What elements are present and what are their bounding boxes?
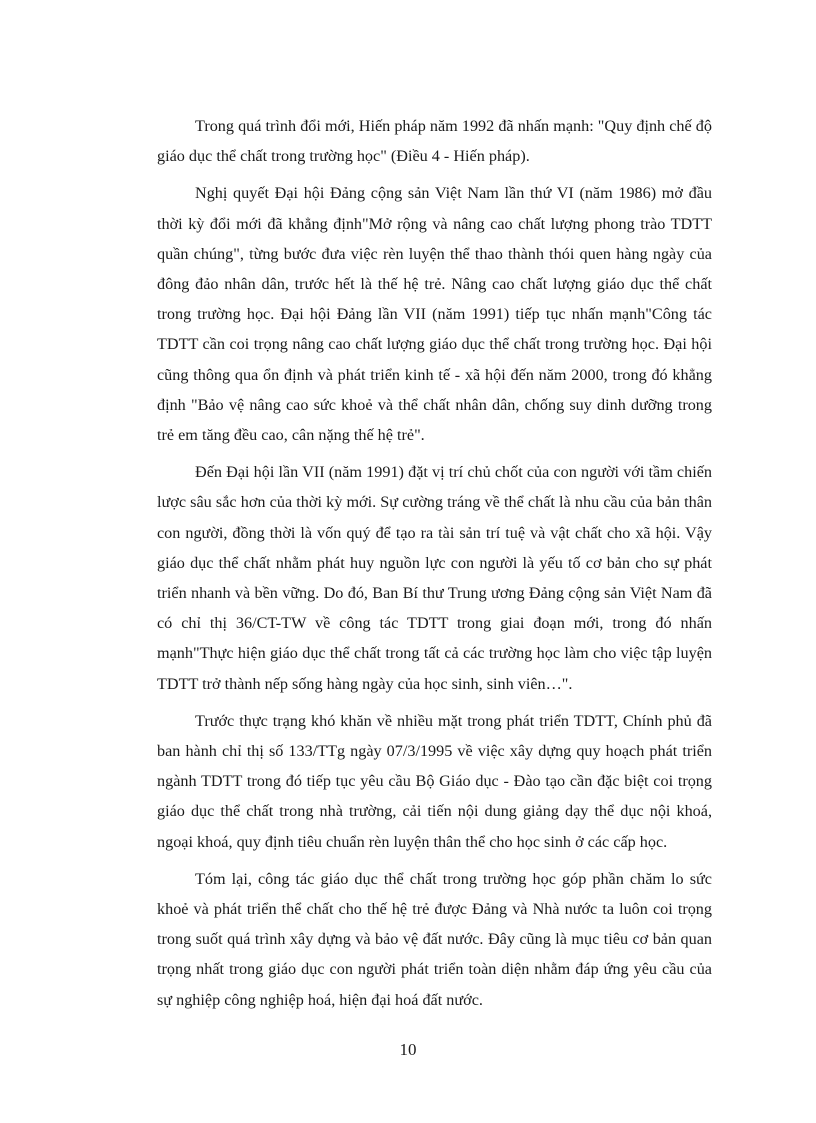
page-body bbox=[157, 111, 712, 1022]
paragraph-congress-vii-strategy: Đến Đại hội lần VII (năm 1991) đặt vị trí chủ chốt của con người với tầm chiến lược sâu sắc hơn của thời kỳ mới. Sự cường tráng về thể chất là nhu cầu của bản thân con người, đồng thời là vốn quý để tạo ra tài sản trí tuệ và vật chất cho xã hội. Vậy giáo dục thể chất nhằm phát huy nguồn lực con người là yếu tố cơ bản cho sự phát triển nhanh và bền vững. Do đó, Ban Bí thư Trung ương Đảng cộng sản Việt Nam đã có chỉ thị 36/CT-TW về công tác TDTT trong giai đoạn mới, trong đó nhấn mạnh"Thực hiện giáo dục thể chất trong tất cả các trường học làm cho việc tập luyện TDTT trở thành nếp sống hàng ngày của học sinh, sinh viên…". bbox=[157, 463, 712, 693]
page-number: 10 bbox=[399, 1040, 417, 1059]
paragraph-constitution-1992: Trong quá trình đổi mới, Hiến pháp năm 1992 đã nhấn mạnh: "Quy định chế độ giáo dục thể chất trong trường học" (Điều 4 - Hiến pháp). bbox=[157, 117, 712, 166]
paragraph-party-congress-resolutions: Nghị quyết Đại hội Đảng cộng sản Việt Nam lần thứ VI (năm 1986) mở đầu thời kỳ đổi mới đã khẳng định"Mở rộng và nâng cao chất lượng phong trào TDTT quần chúng", từng bước đưa việc rèn luyện thể thao thành thói quen hàng ngày của đông đảo nhân dân, trước hết là thế hệ trẻ. Nâng cao chất lượng giáo dục thể chất trong trường học. Đại hội Đảng lần VII (năm 1991) tiếp tục nhấn mạnh"Công tác TDTT cần coi trọng nâng cao chất lượng giáo dục thể chất trong trường học. Đại hội cũng thông qua ổn định và phát triển kinh tế - xã hội đến năm 2000, trong đó khẳng định "Bảo vệ nâng cao sức khoẻ và thể chất nhân dân, chống suy dinh dưỡng trong trẻ em tăng đều cao, cân nặng thế hệ trẻ". bbox=[157, 184, 712, 445]
paragraph-government-directive: Trước thực trạng khó khăn về nhiều mặt trong phát triển TDTT, Chính phủ đã ban hành chỉ thị số 133/TTg ngày 07/3/1995 về việc xây dựng quy hoạch phát triển ngành TDTT trong đó tiếp tục yêu cầu Bộ Giáo dục - Đào tạo cần đặc biệt coi trọng giáo dục thể chất trong nhà trường, cải tiến nội dung giảng dạy thể dục nội khoá, ngoại khoá, quy định tiêu chuẩn rèn luyện thân thể cho học sinh ở các cấp học. bbox=[157, 711, 712, 851]
paragraph-summary: Tóm lại, công tác giáo dục thể chất trong trường học góp phần chăm lo sức khoẻ và phát triển thể chất cho thế hệ trẻ được Đảng và Nhà nước ta luôn coi trọng trong suốt quá trình xây dựng và bảo vệ đất nước. Đây cũng là mục tiêu cơ bản quan trọng nhất trong giáo dục con người phát triển toàn diện nhằm đáp ứng yêu cầu của sự nghiệp công nghiệp hoá, hiện đại hoá đất nước. bbox=[157, 869, 712, 1009]
